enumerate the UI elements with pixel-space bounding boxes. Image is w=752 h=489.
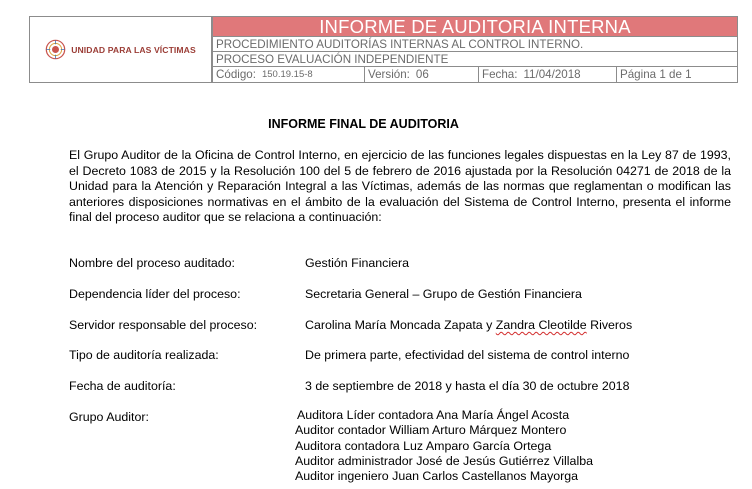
responsible-name-b: Zandra Cleotilde bbox=[495, 318, 587, 332]
audit-date-label: Fecha de auditoría: bbox=[69, 379, 176, 393]
dependency-label: Dependencia líder del proceso: bbox=[69, 287, 241, 301]
code-value: 150.19.15-8 bbox=[261, 69, 313, 80]
intro-paragraph: El Grupo Auditor de la Oficina de Control Interno, en ejercicio de las funciones legales dispuestas en la Ley 87 de 1993, el Decreto 1083 de 2015 y la Resolución 100 del 5 de febrero de 2016 ajustada por la Resolución 04271 de 2018 de la Unidad para la Atención y Reparación Integral a las Víctimas, además de las normas que reglamentan o modifican las anteriores disposiciones normativas en el ámbito de la evaluación del Sistema de Control Interno, presenta el informe final del proceso auditor que se relaciona a continuación: bbox=[69, 148, 731, 224]
unidad-victimas-logo-icon bbox=[45, 39, 66, 60]
responsible-name-a: Carolina María Moncada Zapata y bbox=[305, 318, 496, 332]
document-header bbox=[29, 16, 738, 84]
date-cell bbox=[479, 67, 617, 82]
audit-type-label: Tipo de auditoría realizada: bbox=[69, 348, 219, 362]
process-row: PROCESO EVALUACIÓN INDEPENDIENTE bbox=[212, 52, 738, 67]
version-cell bbox=[365, 67, 479, 82]
dependency-value: Secretaria General – Grupo de Gestión Financiera bbox=[305, 287, 582, 301]
auditor-item: Auditora contadora Luz Amparo García Ortega bbox=[295, 438, 552, 453]
responsible-name-c: Riveros bbox=[586, 318, 633, 332]
document-title: INFORME FINAL DE AUDITORIA bbox=[268, 117, 459, 131]
procedure-row: PROCEDIMIENTO AUDITORÍAS INTERNAS AL CONTROL INTERNO. bbox=[212, 37, 738, 52]
logo-cell bbox=[29, 16, 212, 83]
process-value: Gestión Financiera bbox=[305, 256, 409, 270]
auditor-item: Auditor contador William Arturo Márquez Montero bbox=[295, 423, 567, 438]
audit-group-label: Grupo Auditor: bbox=[69, 410, 149, 424]
page-cell bbox=[617, 67, 737, 82]
auditor-item: Auditor ingeniero Juan Carlos Castellanos Mayorga bbox=[295, 469, 579, 484]
audit-type-value: De primera parte, efectividad del sistema de control interno bbox=[305, 348, 630, 362]
report-type-title: INFORME DE AUDITORIA INTERNA bbox=[212, 16, 738, 37]
code-label: Código: bbox=[216, 68, 256, 81]
responsible-value bbox=[305, 318, 632, 332]
code-cell bbox=[213, 67, 365, 82]
date-label: Fecha: bbox=[482, 68, 518, 81]
responsible-label: Servidor responsable del proceso: bbox=[69, 318, 258, 332]
meta-row bbox=[212, 67, 738, 83]
auditor-item: Auditor administrador José de Jesús Gutiérrez Villalba bbox=[295, 453, 593, 468]
logo-text: UNIDAD PARA LAS VÍCTIMAS bbox=[71, 44, 196, 55]
audit-date-value: 3 de septiembre de 2018 y hasta el día 30 de octubre 2018 bbox=[305, 379, 630, 393]
page-label: Página 1 de 1 bbox=[620, 68, 692, 81]
process-label: Nombre del proceso auditado: bbox=[69, 256, 235, 270]
version-label: Versión: bbox=[368, 68, 410, 81]
version-value: 06 bbox=[415, 68, 429, 81]
auditor-list bbox=[295, 408, 593, 484]
date-value: 11/04/2018 bbox=[523, 68, 581, 81]
auditor-item: Auditora Líder contadora Ana María Ángel Acosta bbox=[297, 408, 570, 422]
